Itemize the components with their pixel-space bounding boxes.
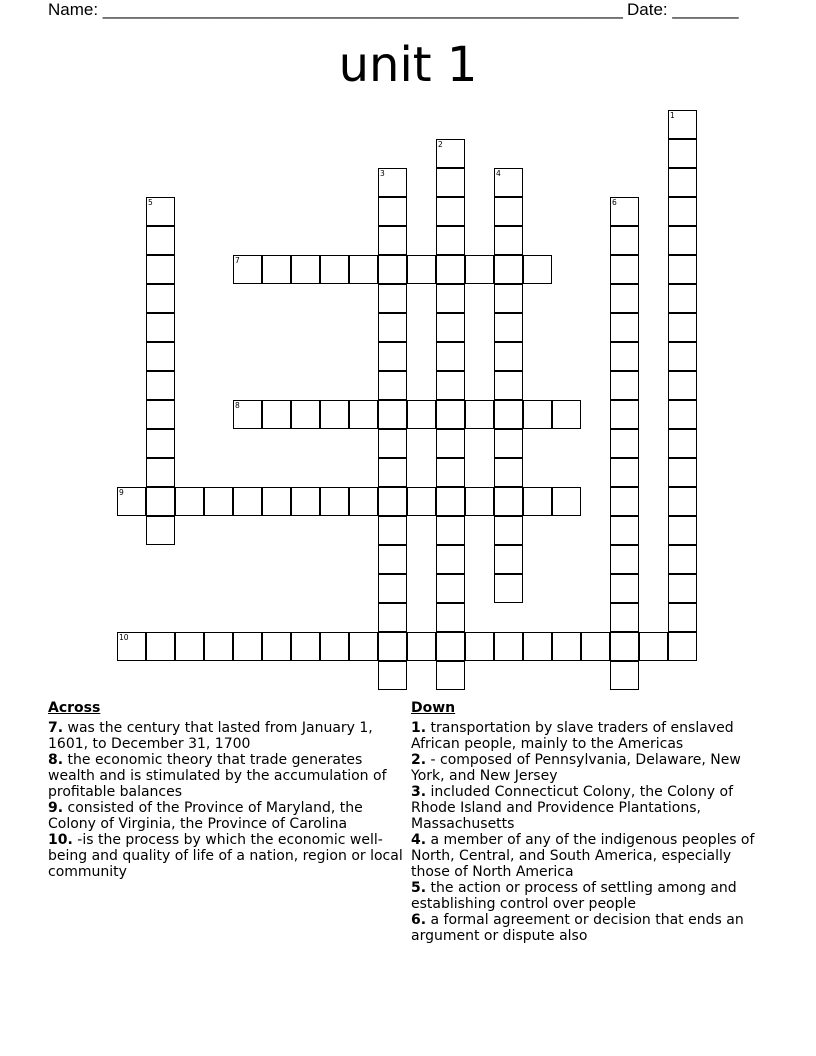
- grid-cell[interactable]: [610, 487, 639, 516]
- grid-cell[interactable]: [349, 632, 378, 661]
- grid-cell[interactable]: [378, 197, 407, 226]
- clue-text: consisted of the Province of Maryland, the Colony of Virginia, the Province of Carolina: [48, 800, 363, 832]
- grid-cell[interactable]: [494, 342, 523, 371]
- grid-cell[interactable]: [378, 400, 407, 429]
- grid-cell[interactable]: [378, 458, 407, 487]
- grid-cell[interactable]: [146, 400, 175, 429]
- grid-cell[interactable]: [378, 371, 407, 400]
- grid-cell[interactable]: [610, 197, 639, 226]
- clue-text: a formal agreement or decision that ends an argument or dispute also: [411, 912, 744, 944]
- grid-cell[interactable]: [668, 168, 697, 197]
- grid-cell[interactable]: [146, 487, 175, 516]
- grid-cell[interactable]: [320, 632, 349, 661]
- grid-cell[interactable]: [436, 284, 465, 313]
- clue-across-7: [48, 720, 404, 752]
- grid-cell[interactable]: [668, 429, 697, 458]
- grid-cell[interactable]: [494, 313, 523, 342]
- grid-cell[interactable]: [407, 632, 436, 661]
- grid-cell[interactable]: [610, 545, 639, 574]
- clue-down-2: [411, 752, 773, 784]
- down-clues: [411, 700, 773, 944]
- grid-cell[interactable]: [465, 255, 494, 284]
- clue-number: 2.: [411, 752, 427, 768]
- grid-cell[interactable]: [523, 255, 552, 284]
- grid-cell[interactable]: [175, 632, 204, 661]
- grid-cell[interactable]: [436, 139, 465, 168]
- grid-cell[interactable]: [436, 168, 465, 197]
- clue-number: 5.: [411, 880, 427, 896]
- grid-cell[interactable]: [407, 255, 436, 284]
- grid-cell[interactable]: [262, 400, 291, 429]
- grid-cell[interactable]: [581, 632, 610, 661]
- grid-cell[interactable]: [610, 603, 639, 632]
- grid-cell[interactable]: [378, 545, 407, 574]
- clue-text: was the century that lasted from January 1, 1601, to December 31, 1700: [48, 720, 373, 752]
- clue-down-6: [411, 912, 773, 944]
- grid-cell[interactable]: [378, 313, 407, 342]
- grid-cell[interactable]: [378, 255, 407, 284]
- grid-cell[interactable]: [494, 197, 523, 226]
- grid-cell[interactable]: [436, 197, 465, 226]
- clue-number: 4.: [411, 832, 427, 848]
- grid-cell[interactable]: [146, 284, 175, 313]
- grid-cell[interactable]: [668, 197, 697, 226]
- cell-number: 8: [235, 401, 240, 410]
- grid-cell[interactable]: [552, 487, 581, 516]
- cell-number: 10: [119, 633, 129, 642]
- clue-across-8: [48, 752, 404, 800]
- grid-cell[interactable]: [494, 516, 523, 545]
- clue-number: 9.: [48, 800, 64, 816]
- clue-number: 7.: [48, 720, 64, 736]
- grid-cell[interactable]: [668, 139, 697, 168]
- grid-cell[interactable]: [668, 226, 697, 255]
- grid-cell[interactable]: [668, 400, 697, 429]
- grid-cell[interactable]: [494, 371, 523, 400]
- clue-across-9: [48, 800, 404, 832]
- grid-cell[interactable]: [262, 487, 291, 516]
- grid-cell[interactable]: [378, 487, 407, 516]
- grid-cell[interactable]: [407, 487, 436, 516]
- grid-cell[interactable]: [349, 255, 378, 284]
- grid-cell[interactable]: [378, 603, 407, 632]
- grid-cell[interactable]: [436, 255, 465, 284]
- grid-cell[interactable]: [668, 284, 697, 313]
- clue-down-1: [411, 720, 773, 752]
- grid-cell[interactable]: [436, 429, 465, 458]
- clue-text: -is the process by which the economic well-being and quality of life of a nation, region or local community: [48, 832, 403, 880]
- grid-cell[interactable]: [436, 458, 465, 487]
- grid-cell[interactable]: [610, 516, 639, 545]
- grid-cell[interactable]: [117, 632, 146, 661]
- grid-cell[interactable]: [262, 255, 291, 284]
- grid-cell[interactable]: [146, 516, 175, 545]
- grid-cell[interactable]: [436, 342, 465, 371]
- cell-number: 6: [612, 198, 617, 207]
- grid-cell[interactable]: [146, 342, 175, 371]
- grid-cell[interactable]: [146, 255, 175, 284]
- grid-cell[interactable]: [668, 603, 697, 632]
- grid-cell[interactable]: [378, 516, 407, 545]
- clue-down-5: [411, 880, 773, 912]
- grid-cell[interactable]: [668, 255, 697, 284]
- grid-cell[interactable]: [233, 487, 262, 516]
- grid-cell[interactable]: [668, 545, 697, 574]
- grid-cell[interactable]: [117, 487, 146, 516]
- grid-cell[interactable]: [610, 313, 639, 342]
- grid-cell[interactable]: [175, 487, 204, 516]
- grid-cell[interactable]: [668, 371, 697, 400]
- grid-cell[interactable]: [233, 255, 262, 284]
- grid-cell[interactable]: [494, 226, 523, 255]
- clue-number: 10.: [48, 832, 73, 848]
- across-clues: [48, 700, 404, 880]
- cell-number: 4: [496, 169, 501, 178]
- grid-cell[interactable]: [146, 458, 175, 487]
- grid-cell[interactable]: [436, 603, 465, 632]
- grid-cell[interactable]: [378, 342, 407, 371]
- grid-cell[interactable]: [378, 632, 407, 661]
- clue-text: a member of any of the indigenous peoples of North, Central, and South America, especially those of North America: [411, 832, 755, 880]
- grid-cell[interactable]: [204, 487, 233, 516]
- grid-cell[interactable]: [291, 255, 320, 284]
- grid-cell[interactable]: [610, 400, 639, 429]
- grid-cell[interactable]: [523, 487, 552, 516]
- grid-cell[interactable]: [494, 574, 523, 603]
- grid-cell[interactable]: [291, 487, 320, 516]
- grid-cell[interactable]: [262, 632, 291, 661]
- clue-text: included Connecticut Colony, the Colony of Rhode Island and Providence Plantations, Massachusetts: [411, 784, 734, 832]
- grid-cell[interactable]: [320, 255, 349, 284]
- clue-down-4: [411, 832, 773, 880]
- cell-number: 3: [380, 169, 385, 178]
- cell-number: 1: [670, 111, 675, 120]
- grid-cell[interactable]: [233, 400, 262, 429]
- grid-cell[interactable]: [610, 255, 639, 284]
- grid-cell[interactable]: [465, 487, 494, 516]
- grid-cell[interactable]: [610, 226, 639, 255]
- grid-cell[interactable]: [610, 458, 639, 487]
- down-heading: Down: [411, 700, 456, 716]
- grid-cell[interactable]: [146, 226, 175, 255]
- grid-cell[interactable]: [349, 400, 378, 429]
- grid-cell[interactable]: [610, 632, 639, 661]
- grid-cell[interactable]: [436, 516, 465, 545]
- cell-number: 9: [119, 488, 124, 497]
- grid-cell[interactable]: [494, 429, 523, 458]
- grid-cell[interactable]: [291, 400, 320, 429]
- date-label: Date: _______: [627, 0, 739, 19]
- grid-cell[interactable]: [494, 400, 523, 429]
- grid-cell[interactable]: [552, 400, 581, 429]
- grid-cell[interactable]: [436, 400, 465, 429]
- clue-across-10: [48, 832, 404, 880]
- grid-cell[interactable]: [436, 632, 465, 661]
- grid-cell[interactable]: [146, 313, 175, 342]
- grid-cell[interactable]: [378, 661, 407, 690]
- clue-number: 3.: [411, 784, 427, 800]
- grid-cell[interactable]: [494, 458, 523, 487]
- grid-cell[interactable]: [523, 632, 552, 661]
- grid-cell[interactable]: [494, 487, 523, 516]
- cell-number: 5: [148, 198, 153, 207]
- grid-cell[interactable]: [436, 545, 465, 574]
- clue-number: 8.: [48, 752, 64, 768]
- grid-cell[interactable]: [610, 342, 639, 371]
- grid-cell[interactable]: [233, 632, 262, 661]
- grid-cell[interactable]: [668, 458, 697, 487]
- grid-cell[interactable]: [610, 661, 639, 690]
- grid-cell[interactable]: [465, 400, 494, 429]
- grid-cell[interactable]: [668, 342, 697, 371]
- grid-cell[interactable]: [668, 574, 697, 603]
- grid-cell[interactable]: [494, 255, 523, 284]
- grid-cell[interactable]: [146, 371, 175, 400]
- grid-cell[interactable]: [436, 313, 465, 342]
- name-label: Name: _______________________________________________________: [48, 0, 623, 19]
- grid-cell[interactable]: [639, 632, 668, 661]
- grid-cell[interactable]: [668, 487, 697, 516]
- grid-cell[interactable]: [436, 371, 465, 400]
- grid-cell[interactable]: [610, 429, 639, 458]
- grid-cell[interactable]: [291, 632, 320, 661]
- grid-cell[interactable]: [378, 574, 407, 603]
- grid-cell[interactable]: [146, 632, 175, 661]
- grid-cell[interactable]: [494, 284, 523, 313]
- grid-cell[interactable]: [320, 487, 349, 516]
- clue-down-3: [411, 784, 773, 832]
- grid-cell[interactable]: [465, 632, 494, 661]
- grid-cell[interactable]: [610, 284, 639, 313]
- grid-cell[interactable]: [146, 429, 175, 458]
- grid-cell[interactable]: [378, 429, 407, 458]
- grid-cell[interactable]: [378, 168, 407, 197]
- grid-cell[interactable]: [494, 168, 523, 197]
- page-title: unit 1: [338, 37, 478, 93]
- clue-number: 1.: [411, 720, 427, 736]
- grid-cell[interactable]: [668, 516, 697, 545]
- grid-cell[interactable]: [552, 632, 581, 661]
- grid-cell[interactable]: [378, 284, 407, 313]
- grid-cell[interactable]: [523, 400, 552, 429]
- grid-cell[interactable]: [146, 197, 175, 226]
- grid-cell[interactable]: [204, 632, 233, 661]
- grid-cell[interactable]: [494, 632, 523, 661]
- grid-cell[interactable]: [610, 371, 639, 400]
- cell-number: 7: [235, 256, 240, 265]
- grid-cell[interactable]: [349, 487, 378, 516]
- grid-cell[interactable]: [436, 226, 465, 255]
- clue-text: the action or process of settling among and establishing control over people: [411, 880, 737, 912]
- grid-cell[interactable]: [494, 545, 523, 574]
- grid-cell[interactable]: [668, 313, 697, 342]
- grid-cell[interactable]: [668, 632, 697, 661]
- across-heading: Across: [48, 700, 101, 716]
- grid-cell[interactable]: [378, 226, 407, 255]
- grid-cell[interactable]: [407, 400, 436, 429]
- grid-cell[interactable]: [320, 400, 349, 429]
- clue-text: - composed of Pennsylvania, Delaware, New York, and New Jersey: [411, 752, 741, 784]
- grid-cell[interactable]: [610, 574, 639, 603]
- grid-cell[interactable]: [436, 661, 465, 690]
- clue-number: 6.: [411, 912, 427, 928]
- grid-cell[interactable]: [436, 487, 465, 516]
- grid-cell[interactable]: [436, 574, 465, 603]
- clue-text: transportation by slave traders of enslaved African people, mainly to the Americas: [411, 720, 734, 752]
- cell-number: 2: [438, 140, 443, 149]
- clue-text: the economic theory that trade generates wealth and is stimulated by the accumulation of profitable balances: [48, 752, 387, 800]
- grid-cell[interactable]: [668, 110, 697, 139]
